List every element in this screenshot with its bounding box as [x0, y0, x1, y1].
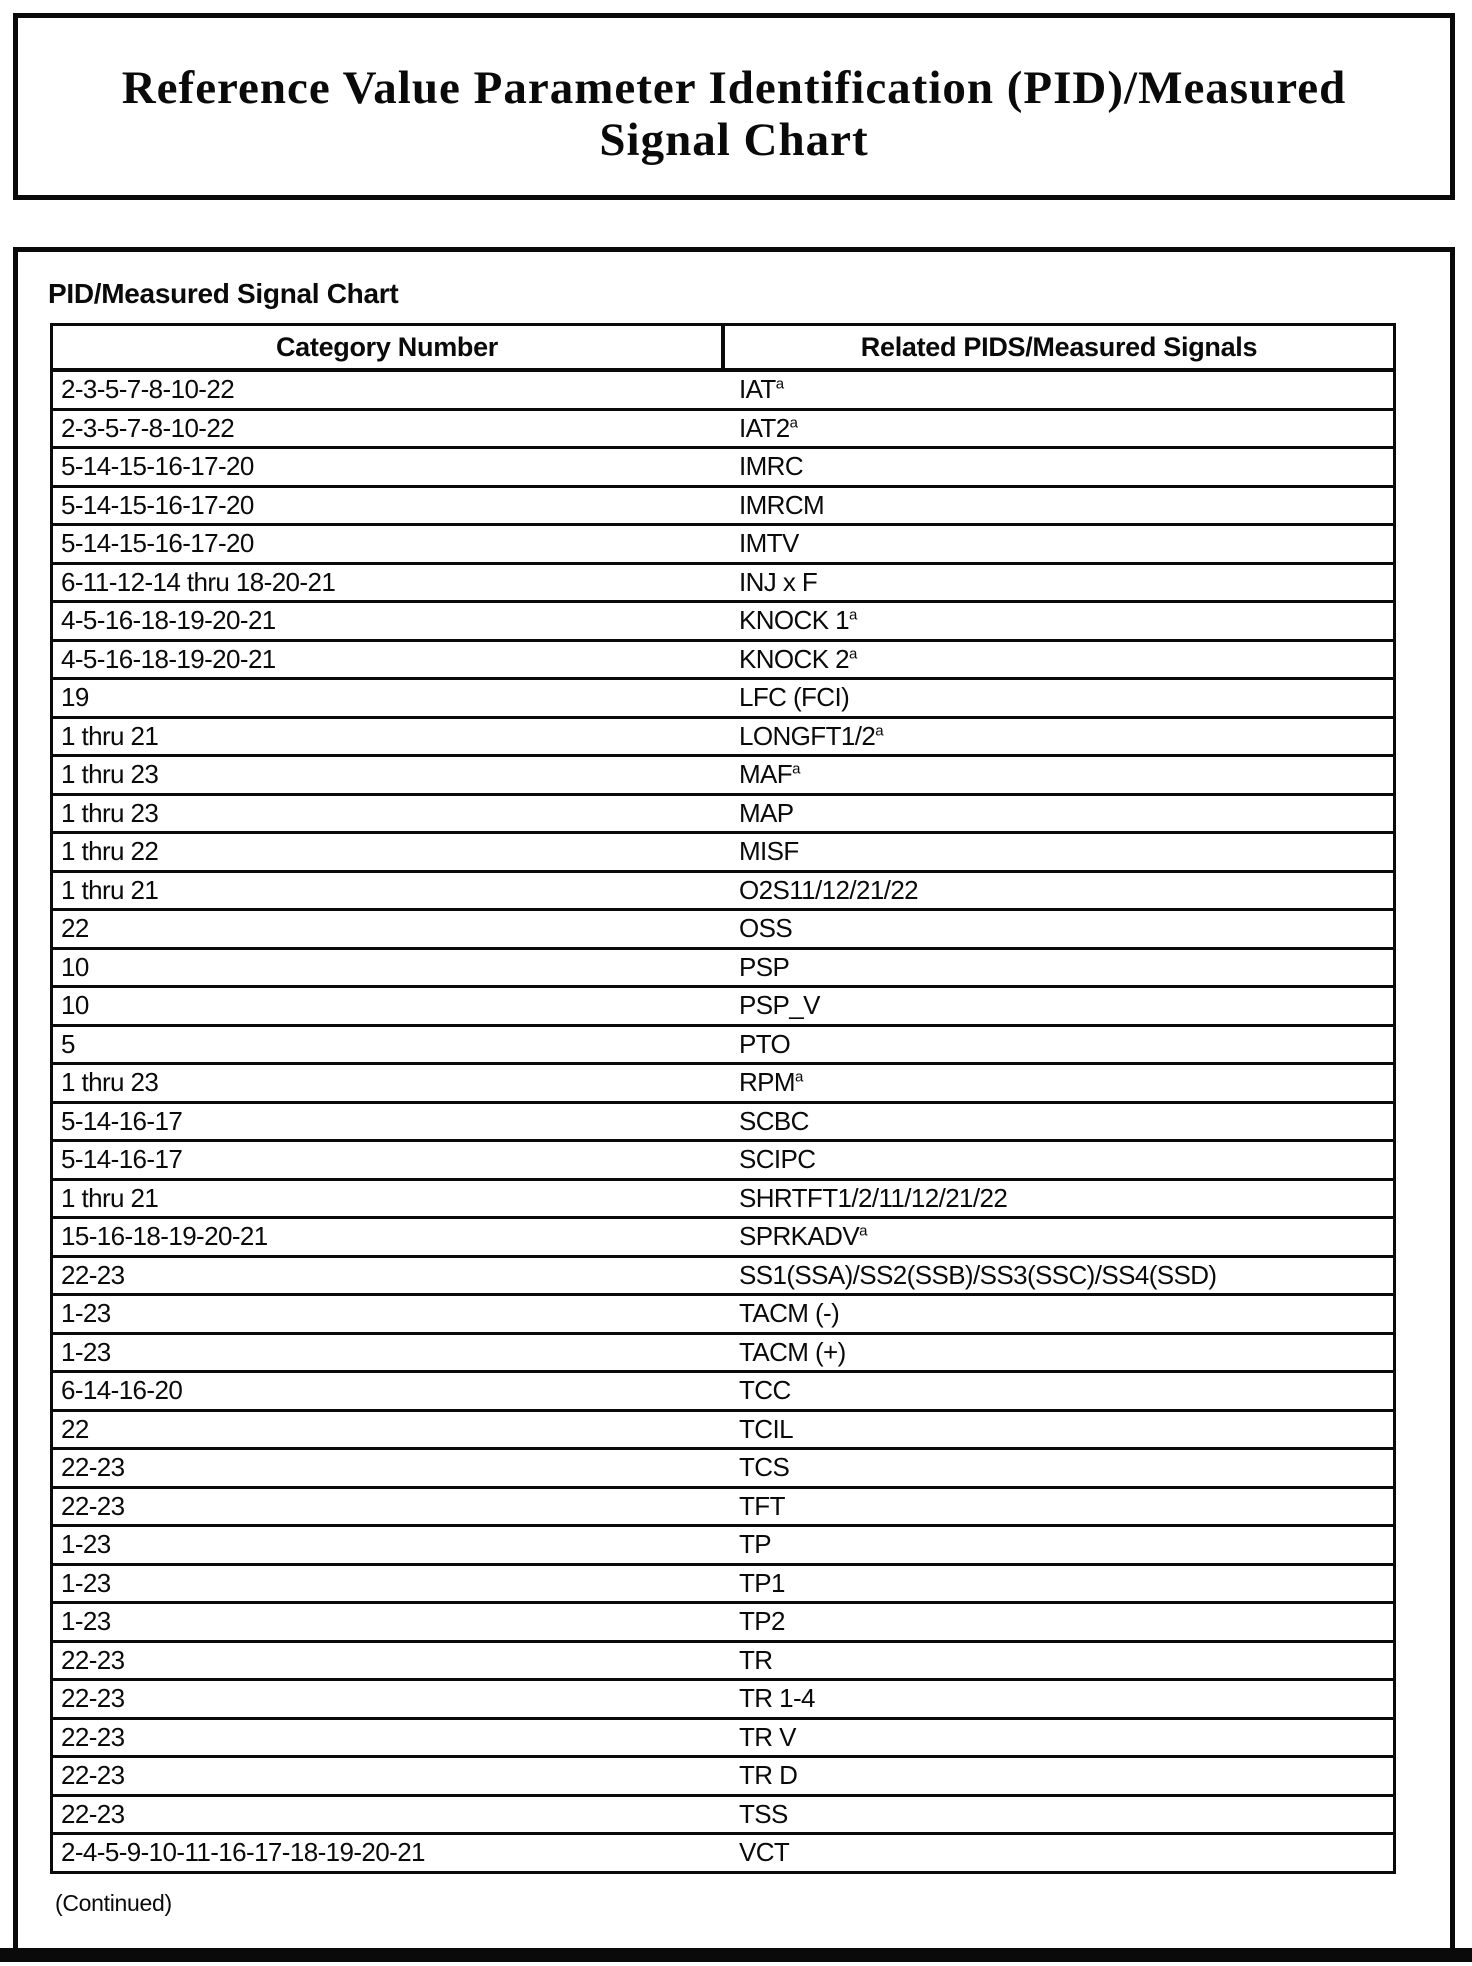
table-row — [52, 756, 1395, 795]
category-cell: 1-23 — [52, 1295, 724, 1334]
category-cell: 5-14-16-17 — [52, 1102, 724, 1141]
table-row — [52, 370, 1395, 409]
signal-cell: TR V — [723, 1718, 1395, 1757]
signal-cell: KNOCK 2$^a$ — [723, 640, 1395, 679]
table-row — [52, 1603, 1395, 1642]
table-row — [52, 717, 1395, 756]
signal-cell: TACM (-) — [723, 1295, 1395, 1334]
table-row — [52, 1256, 1395, 1295]
signal-cell: IMRC — [723, 448, 1395, 487]
footnote-marker: a — [792, 760, 801, 778]
signal-cell: PSP — [723, 948, 1395, 987]
category-cell: 1-23 — [52, 1603, 724, 1642]
pid-signal-table — [50, 323, 1396, 1874]
category-cell: 1-23 — [52, 1564, 724, 1603]
footnote-marker: a — [848, 645, 858, 663]
table-row — [52, 833, 1395, 872]
signal-cell: KNOCK 1$^a$ — [723, 602, 1395, 641]
category-cell: 5-14-15-16-17-20 — [52, 448, 724, 487]
category-cell: 22-23 — [52, 1256, 724, 1295]
category-cell: 1-23 — [52, 1333, 724, 1372]
category-cell: 1 thru 23 — [52, 1064, 724, 1103]
signal-cell: TACM (+) — [723, 1333, 1395, 1372]
category-cell: 1 thru 22 — [52, 833, 724, 872]
category-cell: 2-3-5-7-8-10-22 — [52, 409, 724, 448]
signal-cell: TR 1-4 — [723, 1680, 1395, 1719]
table-row — [52, 871, 1395, 910]
category-cell: 1 thru 21 — [52, 1179, 724, 1218]
signal-cell: SPRKADV$^a$ — [723, 1218, 1395, 1257]
signal-cell: TP2 — [723, 1603, 1395, 1642]
table-row — [52, 679, 1395, 718]
signal-table-body — [52, 370, 1395, 1872]
table-row — [52, 1141, 1395, 1180]
table-row — [52, 1372, 1395, 1411]
table-row — [52, 602, 1395, 641]
category-cell: 22-23 — [52, 1680, 724, 1719]
table-row — [52, 1680, 1395, 1719]
signal-cell: INJ x F — [723, 563, 1395, 602]
category-cell: 22 — [52, 910, 724, 949]
title-box — [13, 13, 1455, 200]
signal-cell: IAT2$^a$ — [723, 409, 1395, 448]
category-cell: 22-23 — [52, 1641, 724, 1680]
table-row — [52, 1487, 1395, 1526]
scan-bottom-bar — [0, 1948, 1472, 1962]
signal-cell: SS1(SSA)/SS2(SSB)/SS3(SSC)/SS4(SSD) — [723, 1256, 1395, 1295]
category-cell: 22-23 — [52, 1795, 724, 1834]
signal-cell: PSP_V — [723, 987, 1395, 1026]
table-row — [52, 987, 1395, 1026]
table-row — [52, 1564, 1395, 1603]
signal-cell: LFC (FCI) — [723, 679, 1395, 718]
table-row — [52, 1795, 1395, 1834]
signal-cell: TP — [723, 1526, 1395, 1565]
table-row — [52, 1295, 1395, 1334]
table-row — [52, 1718, 1395, 1757]
table-row — [52, 409, 1395, 448]
table-row — [52, 1025, 1395, 1064]
category-cell: 4-5-16-18-19-20-21 — [52, 640, 724, 679]
table-row — [52, 1449, 1395, 1488]
footnote-marker: a — [859, 1222, 868, 1240]
signal-cell: TR — [723, 1641, 1395, 1680]
category-cell: 1 thru 23 — [52, 756, 724, 795]
category-cell: 22-23 — [52, 1487, 724, 1526]
category-cell: 6-11-12-14 thru 18-20-21 — [52, 563, 724, 602]
header-row — [52, 325, 1395, 371]
continued-note: (Continued) — [55, 1890, 172, 1916]
section-heading: PID/Measured Signal Chart — [48, 278, 399, 309]
signal-cell: TCIL — [723, 1410, 1395, 1449]
page-title-line-1: Reference Value Parameter Identification (PID)/Measured — [121, 62, 1347, 114]
category-cell: 22-23 — [52, 1449, 724, 1488]
page-title-line-2: Signal Chart — [599, 114, 869, 166]
category-cell: 10 — [52, 987, 724, 1026]
footnote-marker: a — [775, 375, 785, 393]
category-cell: 2-4-5-9-10-11-16-17-18-19-20-21 — [52, 1834, 724, 1873]
category-cell: 15-16-18-19-20-21 — [52, 1218, 724, 1257]
category-cell: 6-14-16-20 — [52, 1372, 724, 1411]
table-row — [52, 525, 1395, 564]
column-header-signals: Related PIDS/Measured Signals — [723, 325, 1395, 371]
signal-cell: SHRTFT1/2/11/12/21/22 — [723, 1179, 1395, 1218]
category-cell: 10 — [52, 948, 724, 987]
table-row — [52, 1410, 1395, 1449]
category-cell: 5-14-16-17 — [52, 1141, 724, 1180]
signal-cell: IMRCM — [723, 486, 1395, 525]
signal-cell: IAT$^a$ — [723, 370, 1395, 409]
signal-cell: TCS — [723, 1449, 1395, 1488]
signal-cell: MAF$^a$ — [723, 756, 1395, 795]
category-cell: 22-23 — [52, 1718, 724, 1757]
signal-cell: LONGFT1/2$^a$ — [723, 717, 1395, 756]
table-row — [52, 640, 1395, 679]
table-row — [52, 486, 1395, 525]
table-row — [52, 948, 1395, 987]
category-cell: 1 thru 21 — [52, 871, 724, 910]
table-row — [52, 910, 1395, 949]
table-row — [52, 1641, 1395, 1680]
signal-cell: TR D — [723, 1757, 1395, 1796]
signal-cell: OSS — [723, 910, 1395, 949]
table-row — [52, 1834, 1395, 1873]
signal-cell: SCIPC — [723, 1141, 1395, 1180]
category-cell: 22-23 — [52, 1757, 724, 1796]
content-box — [13, 247, 1455, 1948]
category-cell: 1-23 — [52, 1526, 724, 1565]
table-row — [52, 1526, 1395, 1565]
signal-cell: TCC — [723, 1372, 1395, 1411]
signal-cell: TP1 — [723, 1564, 1395, 1603]
category-cell: 2-3-5-7-8-10-22 — [52, 370, 724, 409]
footnote-marker: a — [789, 414, 798, 432]
column-header-category: Category Number — [52, 325, 724, 371]
table-row — [52, 1179, 1395, 1218]
category-cell: 5-14-15-16-17-20 — [52, 486, 724, 525]
table-row — [52, 1218, 1395, 1257]
table-row — [52, 1064, 1395, 1103]
signal-cell: TFT — [723, 1487, 1395, 1526]
category-cell: 19 — [52, 679, 724, 718]
category-cell: 1 thru 21 — [52, 717, 724, 756]
table-row — [52, 1102, 1395, 1141]
category-cell: 5 — [52, 1025, 724, 1064]
table-row — [52, 1333, 1395, 1372]
category-cell: 22 — [52, 1410, 724, 1449]
category-cell: 5-14-15-16-17-20 — [52, 525, 724, 564]
footnote-marker: a — [794, 1068, 804, 1086]
signal-cell: VCT — [723, 1834, 1395, 1873]
table-row — [52, 563, 1395, 602]
signal-cell: IMTV — [723, 525, 1395, 564]
footnote-marker: a — [875, 722, 884, 740]
signal-cell: PTO — [723, 1025, 1395, 1064]
category-cell: 4-5-16-18-19-20-21 — [52, 602, 724, 641]
signal-cell: O2S11/12/21/22 — [723, 871, 1395, 910]
signal-cell: TSS — [723, 1795, 1395, 1834]
signal-cell: MAP — [723, 794, 1395, 833]
table-row — [52, 794, 1395, 833]
table-header — [52, 325, 1395, 371]
table-row — [52, 448, 1395, 487]
table-row — [52, 1757, 1395, 1796]
signal-cell: RPM$^a$ — [723, 1064, 1395, 1103]
footnote-marker: a — [848, 606, 858, 624]
signal-cell: SCBC — [723, 1102, 1395, 1141]
category-cell: 1 thru 23 — [52, 794, 724, 833]
signal-cell: MISF — [723, 833, 1395, 872]
